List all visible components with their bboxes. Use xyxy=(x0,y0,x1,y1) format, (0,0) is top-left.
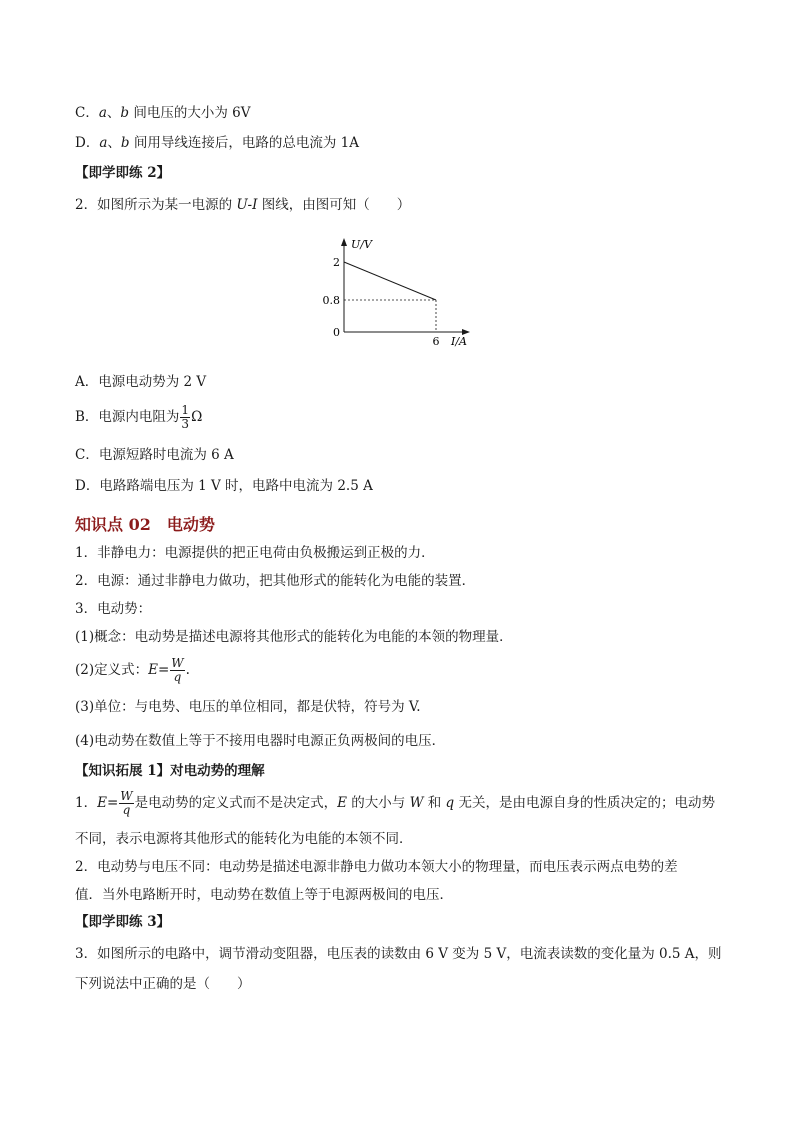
practice-3-tag: 【即学即练 3】 xyxy=(75,914,171,930)
extension-1-tag: 【知识拓展 1】对电动势的理解 xyxy=(75,763,265,779)
practice-2-question: 2．如图所示为某一电源的 U-I 图线，由图可知（ ） xyxy=(75,197,411,213)
y-axis-arrow xyxy=(341,238,347,246)
origin-label: 0 xyxy=(333,326,340,339)
fraction-w-over-q-2: $\frac{W}{q}$ xyxy=(120,789,133,817)
extension-1-p2-line2: 值．当外电路断开时，电动势在数值上等于电源两极间的电压． xyxy=(75,887,453,903)
practice-2-tag: 【即学即练 2】 xyxy=(75,165,171,181)
item-value: (4)电动势在数值上等于不接用电器时电源正负两极间的电压． xyxy=(75,733,446,749)
y-tick-0-8: 0.8 xyxy=(322,294,340,307)
y-axis-label: U/V xyxy=(351,238,372,251)
option-c-prev: C．a、b 间电压的大小为 6V xyxy=(75,105,251,121)
option-d: D．电路路端电压为 1 V 时，电路中电流为 2.5 A xyxy=(75,478,373,494)
section-title: 知识点 02 电动势 xyxy=(75,515,215,534)
ui-line xyxy=(344,262,436,300)
item-non-electrostatic-force: 1．非静电力：电源提供的把正电荷由负极搬运到正极的力． xyxy=(75,545,435,561)
item-concept: (1)概念：电动势是描述电源将其他形式的能转化为电能的本领的物理量． xyxy=(75,629,513,645)
practice-3-question-line1: 3．如图所示的电路中，调节滑动变阻器，电压表的读数由 6 V 变为 5 V，电流表读数的变化量为 0.5 A，则 xyxy=(75,946,722,962)
ui-graph xyxy=(320,232,480,350)
option-a: A．电源电动势为 2 V xyxy=(75,374,207,390)
option-d-prev: D．a、b 间用导线连接后，电路的总电流为 1A xyxy=(75,135,359,151)
option-b: B．电源内电阻为 $\frac{1}{3}$ Ω xyxy=(75,403,203,431)
item-emf: 3．电动势： xyxy=(75,601,152,617)
fraction-one-third: $\frac{1}{3}$ xyxy=(181,403,190,431)
item-definition: (2)定义式：E= $\frac{W}{q}$ . xyxy=(75,656,190,684)
fraction-w-over-q: $\frac{W}{q}$ xyxy=(171,656,184,684)
x-tick-6: 6 xyxy=(432,335,440,348)
item-power-source: 2．电源：通过非静电力做功，把其他形式的能转化为电能的装置． xyxy=(75,573,476,589)
item-unit: (3)单位：与电势、电压的单位相同，都是伏特，符号为 V. xyxy=(75,699,421,715)
x-axis-label: I/A xyxy=(451,335,467,348)
extension-1-p1: 1．E= $\frac{W}{q}$ 是电动势的定义式而不是决定式，E 的大小与 W 和 q 无关，是由电源自身的性质决定的；电动势 xyxy=(75,789,715,817)
y-tick-2: 2 xyxy=(333,256,340,269)
practice-3-question-line2: 下列说法中正确的是（ ） xyxy=(75,976,251,992)
extension-1-p1-line2: 不同，表示电源将其他形式的能转化为电能的本领不同． xyxy=(75,831,413,847)
extension-1-p2-line1: 2．电动势与电压不同：电动势是描述电源非静电力做功本领大小的物理量，而电压表示两点电势的差 xyxy=(75,859,678,875)
option-c: C．电源短路时电流为 6 A xyxy=(75,447,234,463)
